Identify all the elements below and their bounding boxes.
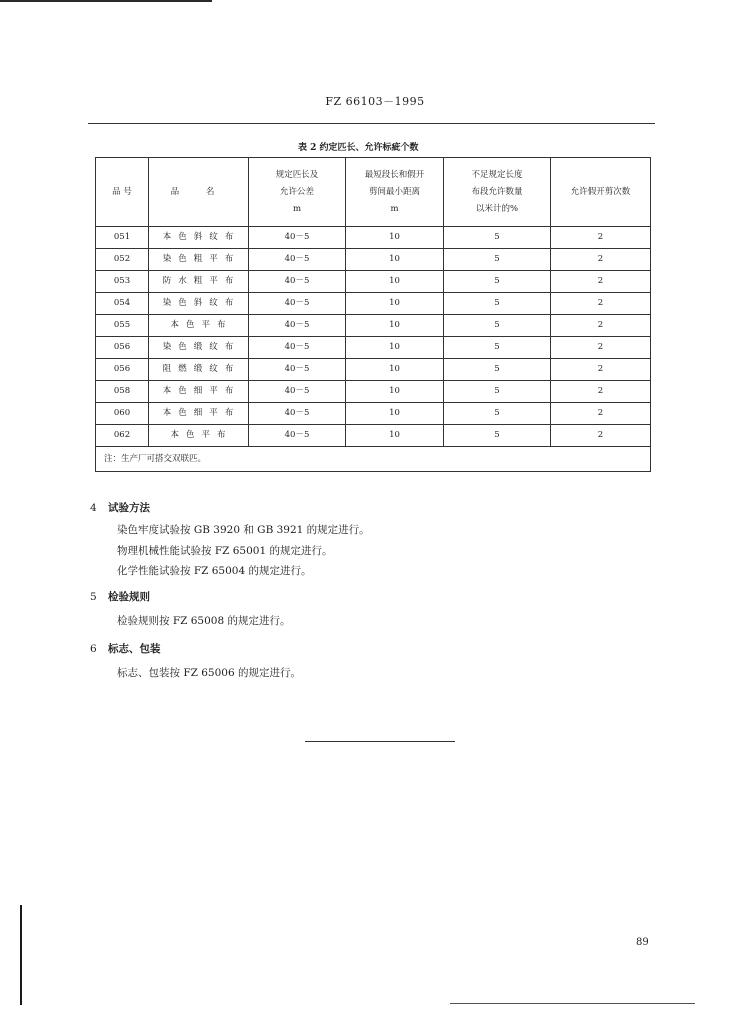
cell-distance: 10 bbox=[346, 337, 444, 359]
cell-code: 060 bbox=[96, 403, 149, 425]
cell-length: 40－5 bbox=[249, 271, 346, 293]
cell-cuts: 2 bbox=[551, 315, 651, 337]
cell-distance: 10 bbox=[346, 425, 444, 447]
cell-ratio: 5 bbox=[444, 403, 551, 425]
cell-length: 40－5 bbox=[249, 403, 346, 425]
header-cuts: 允许假开剪次数 bbox=[551, 158, 651, 227]
cell-ratio: 5 bbox=[444, 293, 551, 315]
header-length: 规定匹长及 允许公差 m bbox=[249, 158, 346, 227]
cell-name: 本色平布 bbox=[149, 315, 249, 337]
cell-length: 40－5 bbox=[249, 249, 346, 271]
cell-distance: 10 bbox=[346, 249, 444, 271]
cell-name: 本色细平布 bbox=[149, 381, 249, 403]
cell-length: 40－5 bbox=[249, 337, 346, 359]
table-row bbox=[96, 403, 651, 425]
spec-table bbox=[95, 157, 651, 472]
cell-length: 40－5 bbox=[249, 227, 346, 249]
paragraph: 化学性能试验按 FZ 65004 的规定进行。 bbox=[117, 565, 312, 577]
cell-code: 058 bbox=[96, 381, 149, 403]
header-name: 品 名 bbox=[149, 158, 249, 227]
cell-code: 052 bbox=[96, 249, 149, 271]
cell-name: 阻燃缎纹布 bbox=[149, 359, 249, 381]
cell-cuts: 2 bbox=[551, 359, 651, 381]
paragraph: 检验规则按 FZ 65008 的规定进行。 bbox=[117, 615, 291, 627]
section-heading-4 bbox=[90, 500, 150, 515]
section-heading-5 bbox=[90, 589, 150, 604]
cell-length: 40－5 bbox=[249, 293, 346, 315]
cell-cuts: 2 bbox=[551, 381, 651, 403]
cell-distance: 10 bbox=[346, 403, 444, 425]
cell-cuts: 2 bbox=[551, 249, 651, 271]
bottom-edge-rule bbox=[450, 1003, 695, 1004]
table-row bbox=[96, 425, 651, 447]
cell-name: 本色细平布 bbox=[149, 403, 249, 425]
cell-ratio: 5 bbox=[444, 315, 551, 337]
page-number: 89 bbox=[636, 937, 649, 948]
table-note-row bbox=[96, 447, 651, 472]
cell-length: 40－5 bbox=[249, 359, 346, 381]
table-row bbox=[96, 293, 651, 315]
cell-distance: 10 bbox=[346, 227, 444, 249]
cell-name: 染色斜纹布 bbox=[149, 293, 249, 315]
section-title: 检验规则 bbox=[108, 591, 150, 603]
cell-cuts: 2 bbox=[551, 271, 651, 293]
cell-code: 062 bbox=[96, 425, 149, 447]
cell-name: 染色粗平布 bbox=[149, 249, 249, 271]
end-of-document-rule bbox=[305, 741, 455, 742]
top-edge-rule bbox=[0, 0, 212, 2]
cell-code: 053 bbox=[96, 271, 149, 293]
cell-ratio: 5 bbox=[444, 227, 551, 249]
cell-ratio: 5 bbox=[444, 359, 551, 381]
table-row bbox=[96, 381, 651, 403]
scan-edge-mark bbox=[20, 905, 22, 1005]
cell-ratio: 5 bbox=[444, 337, 551, 359]
cell-distance: 10 bbox=[346, 381, 444, 403]
cell-distance: 10 bbox=[346, 271, 444, 293]
paragraph: 染色牢度试验按 GB 3920 和 GB 3921 的规定进行。 bbox=[117, 524, 370, 536]
header-ratio: 不足规定长度 布段允许数量 以米计的% bbox=[444, 158, 551, 227]
cell-distance: 10 bbox=[346, 315, 444, 337]
cell-cuts: 2 bbox=[551, 425, 651, 447]
table-row bbox=[96, 271, 651, 293]
table-row bbox=[96, 337, 651, 359]
section-heading-6 bbox=[90, 641, 161, 656]
cell-code: 055 bbox=[96, 315, 149, 337]
table-row bbox=[96, 249, 651, 271]
cell-cuts: 2 bbox=[551, 227, 651, 249]
cell-ratio: 5 bbox=[444, 381, 551, 403]
cell-cuts: 2 bbox=[551, 403, 651, 425]
cell-distance: 10 bbox=[346, 293, 444, 315]
section-number: 5 bbox=[90, 591, 97, 603]
section-number: 4 bbox=[90, 502, 97, 514]
cell-length: 40－5 bbox=[249, 315, 346, 337]
table-row bbox=[96, 359, 651, 381]
cell-code: 056 bbox=[96, 337, 149, 359]
section-number: 6 bbox=[90, 643, 97, 655]
cell-code: 054 bbox=[96, 293, 149, 315]
cell-code: 051 bbox=[96, 227, 149, 249]
cell-name: 本色平布 bbox=[149, 425, 249, 447]
cell-name: 本色斜纹布 bbox=[149, 227, 249, 249]
table-row bbox=[96, 227, 651, 249]
cell-cuts: 2 bbox=[551, 293, 651, 315]
paragraph: 物理机械性能试验按 FZ 65001 的规定进行。 bbox=[117, 545, 333, 557]
table-header-row bbox=[96, 158, 651, 227]
cell-length: 40－5 bbox=[249, 425, 346, 447]
cell-name: 染色缎纹布 bbox=[149, 337, 249, 359]
cell-length: 40－5 bbox=[249, 381, 346, 403]
cell-distance: 10 bbox=[346, 359, 444, 381]
paragraph: 标志、包装按 FZ 65006 的规定进行。 bbox=[117, 667, 301, 679]
cell-ratio: 5 bbox=[444, 425, 551, 447]
header-distance: 最短段长和假开 剪间最小距离 m bbox=[346, 158, 444, 227]
table-row bbox=[96, 315, 651, 337]
section-title: 试验方法 bbox=[108, 502, 150, 514]
section-title: 标志、包装 bbox=[108, 643, 161, 655]
standard-code-header: FZ 66103－1995 bbox=[325, 95, 425, 108]
header-code: 品 号 bbox=[96, 158, 149, 227]
table-title: 表 2 约定匹长、允许标疵个数 bbox=[298, 143, 419, 153]
cell-ratio: 5 bbox=[444, 249, 551, 271]
cell-name: 防水粗平布 bbox=[149, 271, 249, 293]
table-note: 注：生产厂可搭交双联匹。 bbox=[96, 447, 651, 472]
cell-code: 056 bbox=[96, 359, 149, 381]
cell-cuts: 2 bbox=[551, 337, 651, 359]
cell-ratio: 5 bbox=[444, 271, 551, 293]
header-rule bbox=[88, 123, 655, 124]
